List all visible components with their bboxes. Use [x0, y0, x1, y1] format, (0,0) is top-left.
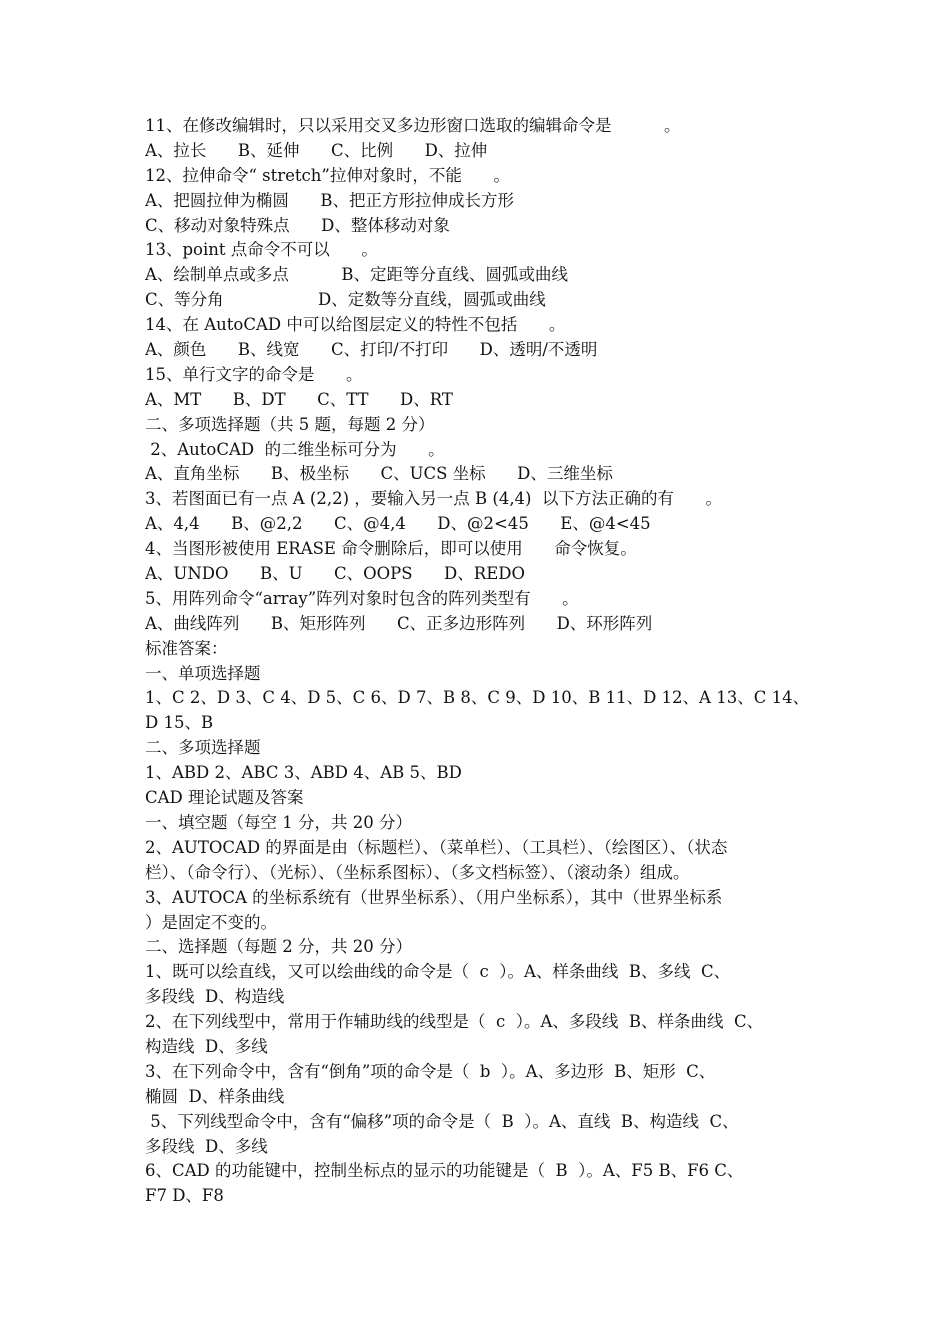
text-line: 2、在下列线型中，常用于作辅助线的线型是（ c ）。A、多段线 B、样条曲线 C、 [145, 1012, 764, 1032]
text-line: 3、在下列命令中，含有“倒角”项的命令是（ b ）。A、多边形 B、矩形 C、 [145, 1061, 716, 1081]
text-line: ）是固定不变的。 [145, 912, 277, 932]
text-line: 2、AUTOCAD 的界面是由（标题栏）、（菜单栏）、（工具栏）、（绘图区）、（状态 [145, 837, 728, 857]
text-line: F7 D、F8 [145, 1186, 224, 1206]
text-line: 二、多项选择题（共 5 题，每题 2 分） [145, 414, 435, 434]
text-line: 二、选择题（每题 2 分，共 20 分） [145, 937, 412, 957]
text-line: A、曲线阵列 B、矩形阵列 C、正多边形阵列 D、环形阵列 [145, 613, 653, 633]
text-line: 一、填空题（每空 1 分，共 20 分） [145, 812, 412, 832]
text-line: A、UNDO B、U C、OOPS D、REDO [145, 564, 525, 584]
text-line: 14、在 AutoCAD 中可以给图层定义的特性不包括 。 [145, 315, 566, 335]
text-line: 2、AutoCAD 的二维坐标可分为 。 [145, 439, 445, 459]
text-line: C、移动对象特殊点 D、整体移动对象 [145, 215, 450, 235]
text-line: 构造线 D、多线 [145, 1036, 268, 1056]
text-line: A、把圆拉伸为椭圆 B、把正方形拉伸成长方形 [145, 190, 515, 210]
text-line: 1、ABD 2、ABC 3、ABD 4、AB 5、BD [145, 763, 462, 783]
text-line: 椭圆 D、样条曲线 [145, 1086, 285, 1106]
text-line: 3、若图面已有一点 A (2,2) ，要输入另一点 B (4,4) 以下方法正确的有 。 [145, 489, 722, 509]
text-line: A、MT B、DT C、TT D、RT [145, 389, 453, 409]
text-line: A、绘制单点或多点 B、定距等分直线、圆弧或曲线 [145, 265, 568, 285]
text-line: D 15、B [145, 713, 214, 733]
text-line: A、拉长 B、延伸 C、比例 D、拉伸 [145, 140, 488, 160]
text-line: 1、既可以绘直线，又可以绘曲线的命令是（ c ）。A、样条曲线 B、多线 C、 [145, 962, 731, 982]
text-line: CAD 理论试题及答案 [145, 788, 304, 808]
text-line: 一、单项选择题 [145, 663, 261, 683]
text-line: 11、在修改编辑时，只以采用交叉多边形窗口选取的编辑命令是 。 [145, 116, 681, 135]
text-line: 二、多项选择题 [145, 738, 261, 758]
text-line: 3、AUTOCA 的坐标系统有（世界坐标系）、（用户坐标系），其中（世界坐标系 [145, 887, 723, 907]
text-line: 12、拉伸命令“ stretch”拉伸对象时，不能 。 [145, 165, 510, 185]
text-line: A、4,4 B、@2,2 C、@4,4 D、@2<45 E、@4<45 [145, 514, 651, 534]
document-page [145, 114, 815, 1209]
text-line: 1、C 2、D 3、C 4、D 5、C 6、D 7、B 8、C 9、D 10、B 11、D 12、A 13、C 14、 [145, 688, 810, 708]
text-line: 5、下列线型命令中，含有“偏移”项的命令是（ B ）。A、直线 B、构造线 C、 [145, 1111, 739, 1131]
text-line: 多段线 D、多线 [145, 1136, 268, 1156]
text-line: 栏）、（命令行）、（光标）、（坐标系图标）、（多文档标签）、（滚动条）组成。 [145, 862, 690, 882]
text-line: 6、CAD 的功能键中，控制坐标点的显示的功能键是（ B ）。A、F5 B、F6 C、 [145, 1161, 744, 1181]
text-line: 多段线 D、构造线 [145, 987, 285, 1007]
text-line: 5、用阵列命令“array”阵列对象时包含的阵列类型有 。 [145, 588, 579, 608]
text-line: A、颜色 B、线宽 C、打印/不打印 D、透明/不透明 [145, 340, 598, 360]
text-line: 15、单行文字的命令是 。 [145, 364, 363, 384]
text-line: 4、当图形被使用 ERASE 命令删除后，即可以使用 命令恢复。 [145, 539, 637, 559]
text-line: 标准答案： [145, 638, 228, 658]
text-line: 13、point 点命令不可以 。 [145, 240, 378, 260]
text-line: C、等分角 D、定数等分直线，圆弧或曲线 [145, 290, 546, 310]
text-line: A、直角坐标 B、极坐标 C、UCS 坐标 D、三维坐标 [145, 464, 613, 484]
